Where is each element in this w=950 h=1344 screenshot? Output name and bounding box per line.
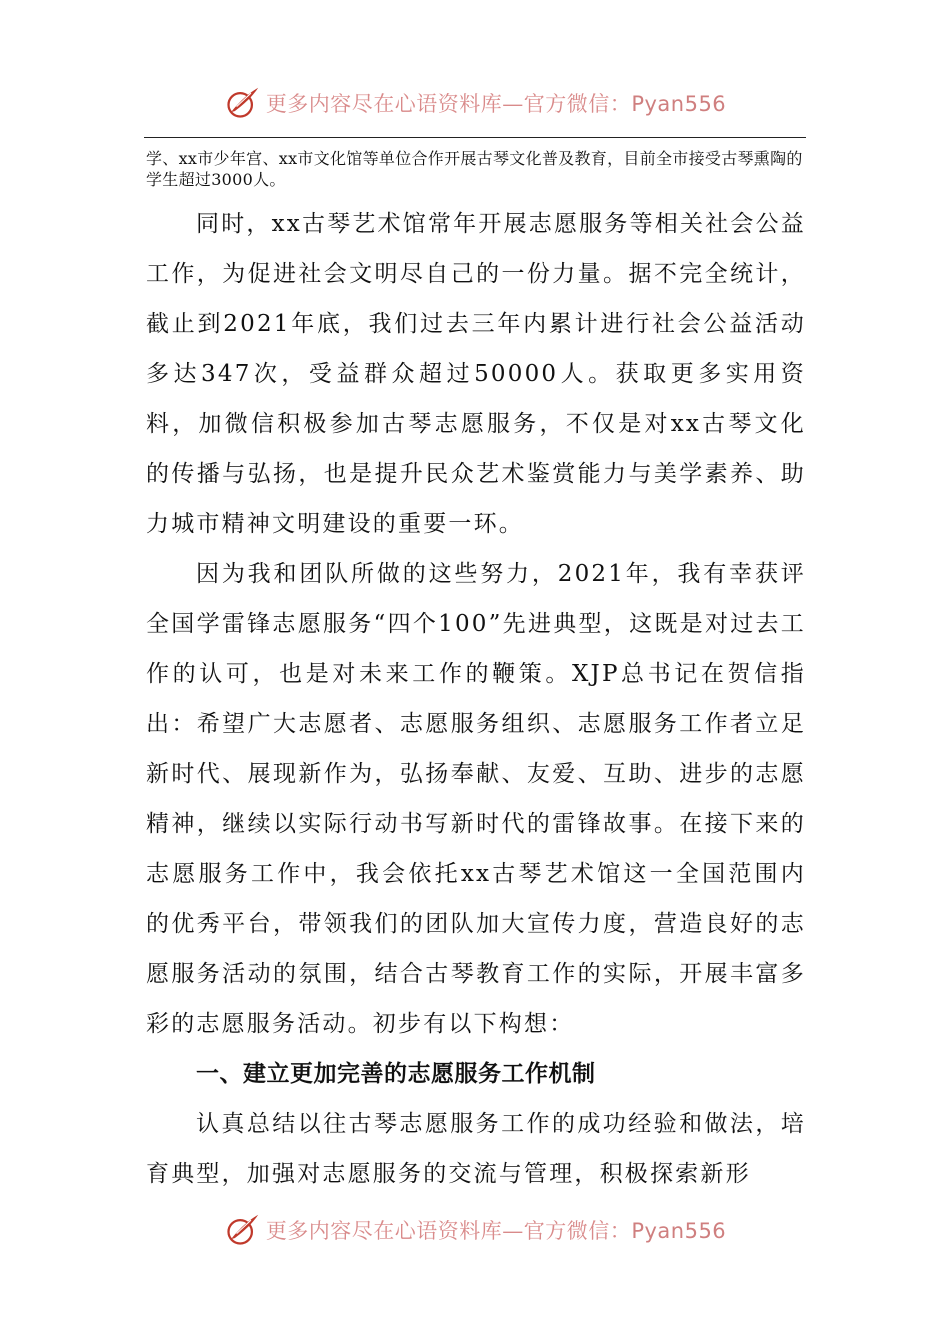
- header-divider: [144, 137, 806, 138]
- footer-banner: [0, 1205, 950, 1255]
- document-body: [146, 199, 806, 1199]
- header-wechat-id: Pyan556: [631, 92, 727, 116]
- paragraph-2: 因为我和团队所做的这些努力，2021年，我有幸获评全国学雷锋志愿服务“四个100”先进典型，这既是对过去工作的认可，也是对未来工作的鞭策。XJP总书记在贺信指出：希望广大志愿者、志愿服务组织、志愿服务工作者立足新时代、展现新作为，弘扬奉献、友爱、互助、进步的志愿精神，继续以实际行动书写新时代的雷锋故事。在接下来的志愿服务工作中，我会依托xx古琴艺术馆这一全国范围内的优秀平台，带领我们的团队加大宣传力度，营造良好的志愿服务活动的氛围，结合古琴教育工作的实际，开展丰富多彩的志愿服务活动。初步有以下构想：: [146, 561, 806, 1037]
- paragraph-3: 认真总结以往古琴志愿服务工作的成功经验和做法，培育典型，加强对志愿服务的交流与管理，积极探索新形: [146, 1111, 806, 1187]
- section-heading-1: 一、建立更加完善的志愿服务工作机制: [196, 1061, 596, 1087]
- footer-banner-text: 更多内容尽在心语资料库—官方微信：Pyan556: [265, 1219, 727, 1243]
- quill-logo-icon: [224, 1212, 260, 1248]
- footer-wechat-id: Pyan556: [631, 1219, 727, 1243]
- header-banner: [0, 78, 950, 128]
- quill-logo-icon: [224, 85, 260, 121]
- continued-text: 学、xx市少年宫、xx市文化馆等单位合作开展古琴文化普及教育，目前全市接受古琴熏陶的学生超过3000人。: [146, 149, 803, 189]
- header-banner-text: 更多内容尽在心语资料库—官方微信：Pyan556: [265, 92, 727, 116]
- paragraph-1: 同时，xx古琴艺术馆常年开展志愿服务等相关社会公益工作，为促进社会文明尽自己的一份力量。据不完全统计，截止到2021年底，我们过去三年内累计进行社会公益活动多达347次，受益群众超过50000人。获取更多实用资料，加微信积极参加古琴志愿服务，不仅是对xx古琴文化的传播与弘扬，也是提升民众艺术鉴赏能力与美学素养、助力城市精神文明建设的重要一环。: [146, 211, 806, 537]
